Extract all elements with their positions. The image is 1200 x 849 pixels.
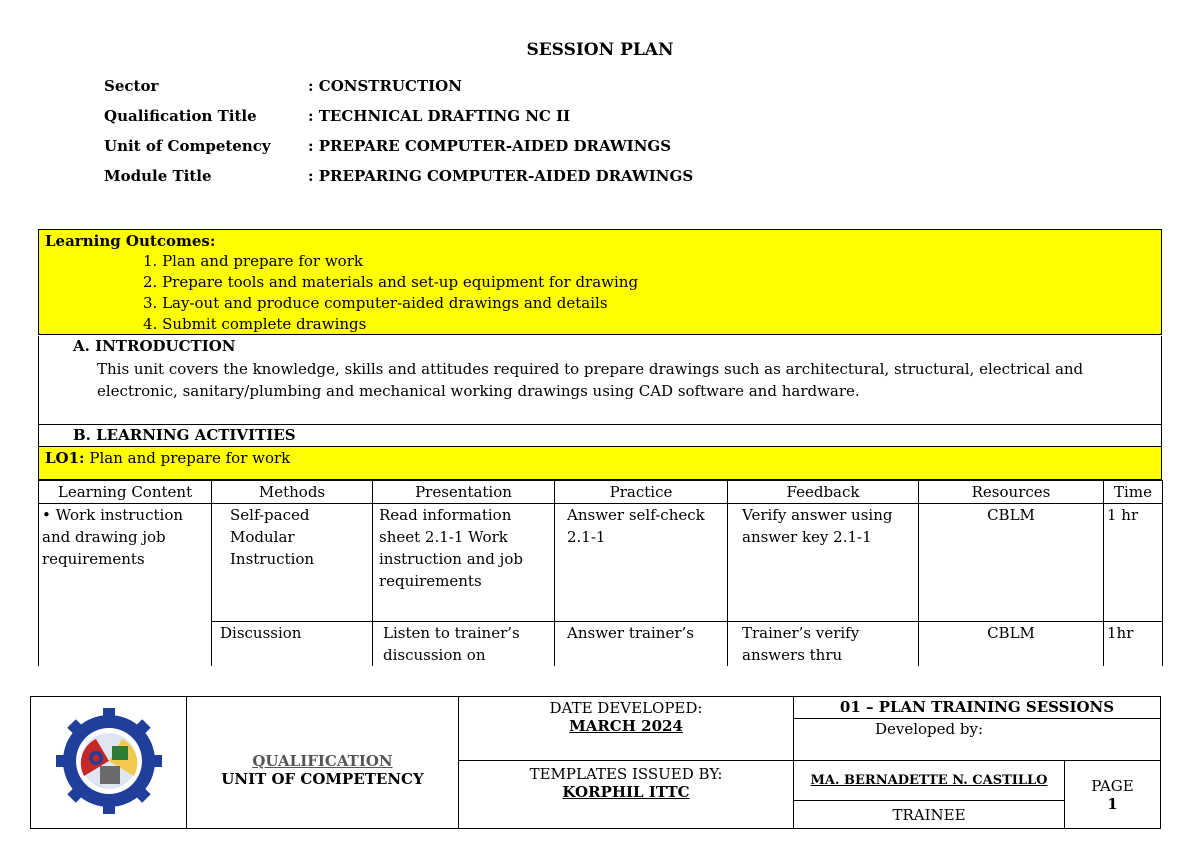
column-header: Time [1104, 481, 1163, 504]
qualification-cell [187, 697, 459, 829]
practice-cell: Answer trainer’s [555, 622, 728, 667]
table-header-row [39, 481, 1163, 504]
date-label: DATE DEVELOPED: [549, 699, 703, 717]
lo1-text: Plan and prepare for work [84, 449, 291, 467]
resources-cell: CBLM [919, 504, 1104, 622]
learning-outcomes-box [38, 229, 1162, 335]
introduction-text: This unit covers the knowledge, skills and attitudes required to prepare drawings such as architectural, structural, electrical and electronic, sanitary/plumbing and mechanical working drawings using CAD software and hardware. [97, 360, 1084, 400]
issued-value: KORPHIL ITTC [562, 783, 690, 801]
page-number: 1 [1107, 794, 1118, 813]
column-header: Resources [919, 481, 1104, 504]
learning-outcome-item: 1. Plan and prepare for work [143, 252, 363, 270]
learning-activities-table [38, 480, 1163, 666]
date-cell [459, 697, 794, 761]
trainee-label: TRAINEE [892, 805, 966, 824]
unit-label: UNIT OF COMPETENCY [221, 769, 424, 788]
session-cell [794, 697, 1161, 761]
feedback-cell: Trainer’s verify answers thru [728, 622, 919, 667]
learning-outcome-item: 2. Prepare tools and materials and set-up equipment for drawing [143, 273, 639, 291]
meta-label: Unit of Competency [104, 137, 271, 155]
feedback-cell: Verify answer using answer key 2.1-1 [728, 504, 919, 622]
meta-value: : CONSTRUCTION [308, 77, 462, 95]
institution-logo-icon [54, 706, 164, 816]
meta-value: : TECHNICAL DRAFTING NC II [308, 107, 571, 125]
column-header: Methods [212, 481, 373, 504]
session-title: 01 – PLAN TRAINING SESSIONS [794, 697, 1160, 719]
practice-cell: Answer self-check 2.1-1 [555, 504, 728, 622]
column-header: Learning Content [39, 481, 212, 504]
method-cell: Discussion [212, 622, 373, 667]
time-cell: 1 hr [1104, 504, 1163, 622]
learning-outcomes-heading: Learning Outcomes: [45, 232, 216, 250]
learning-outcome-item: 3. Lay-out and produce computer-aided drawings and details [143, 294, 608, 312]
page-label: PAGE [1091, 776, 1134, 795]
logo-cell [31, 697, 187, 829]
presentation-cell: Read information sheet 2.1-1 Work instruction and job requirements [373, 504, 555, 622]
issued-label: TEMPLATES ISSUED BY: [529, 765, 723, 783]
meta-label: Sector [104, 77, 159, 95]
introduction-section [38, 336, 1162, 424]
introduction-heading: A. INTRODUCTION [73, 337, 236, 355]
table-row [39, 504, 1163, 622]
column-header: Practice [555, 481, 728, 504]
lo1-banner [38, 446, 1162, 480]
method-cell: Self-paced Modular Instruction [212, 504, 373, 622]
column-header: Presentation [373, 481, 555, 504]
meta-label: Module Title [104, 167, 212, 185]
qualification-label: QUALIFICATION [252, 751, 393, 770]
issued-cell [459, 761, 794, 829]
trainee-cell [794, 801, 1065, 829]
date-value: MARCH 2024 [569, 717, 683, 735]
lo1-label: LO1: [45, 449, 85, 467]
lo1-line [45, 449, 290, 467]
learning-activities-heading: B. LEARNING ACTIVITIES [73, 426, 296, 444]
meta-label: Qualification Title [104, 107, 257, 125]
page-cell [1065, 761, 1161, 829]
learning-activities-header [38, 424, 1162, 446]
learning-outcome-item: 4. Submit complete drawings [143, 315, 367, 333]
developer-name: MA. BERNADETTE N. CASTILLO [810, 773, 1048, 788]
developed-label: Developed by: [874, 720, 984, 738]
page-title: SESSION PLAN [526, 40, 674, 60]
time-cell: 1hr [1104, 622, 1163, 667]
presentation-cell: Listen to trainer’s discussion on [373, 622, 555, 667]
footer-table [30, 696, 1161, 829]
developer-cell [794, 761, 1065, 801]
resources-cell: CBLM [919, 622, 1104, 667]
content-cell: • Work instruction and drawing job requirements [39, 504, 212, 667]
meta-value: : PREPARING COMPUTER-AIDED DRAWINGS [308, 167, 694, 185]
meta-value: : PREPARE COMPUTER-AIDED DRAWINGS [308, 137, 672, 155]
column-header: Feedback [728, 481, 919, 504]
